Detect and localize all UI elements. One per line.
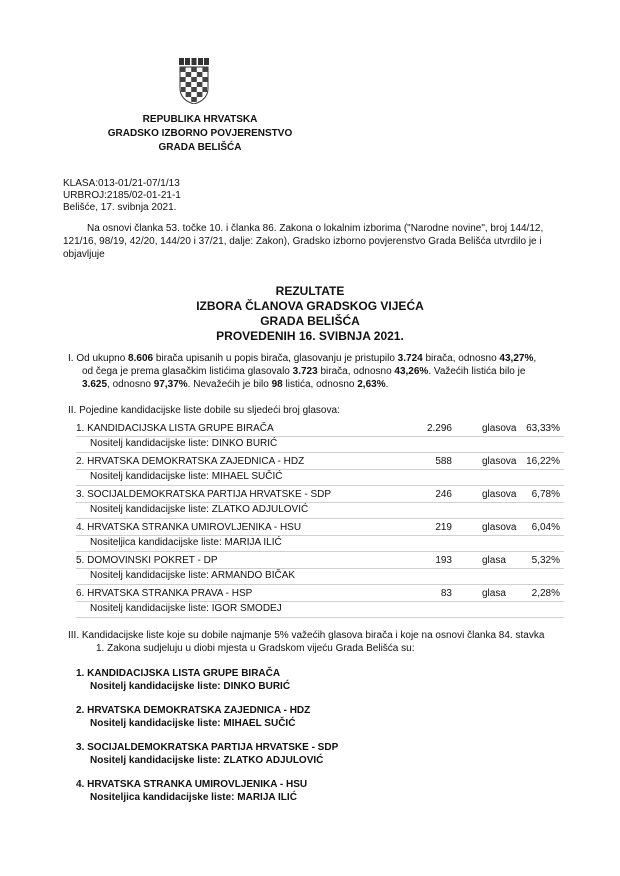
list-name: 5. DOMOVINSKI POKRET - DP <box>76 555 218 566</box>
list-item <box>76 423 566 456</box>
qualifying-list-holder: Nositeljica kandidacijske liste: MARIJA ILIĆ <box>90 792 297 803</box>
urbroj: URBROJ:2185/02-01-21-1 <box>63 190 181 201</box>
intro-line-2: 121/16, 98/19, 42/20, 144/20 i 37/21, dalje: Zakon), Gradsko izborno povjerenstvo Grada Belišća utvrdilo je i <box>63 236 542 247</box>
section3-line-1: III. Kandidacijske liste koje su dobile najmanje 5% važećih glasova birača i koje na osnovi članka 84. stavka <box>68 630 545 641</box>
list-name: 1. KANDIDACIJSKA LISTA GRUPE BIRAČA <box>76 423 274 434</box>
vote-count: 2.296 <box>426 423 452 434</box>
votes-heading: II. Pojedine kandidacijske liste dobile su sljedeći broj glasova: <box>68 405 340 416</box>
vote-count: 83 <box>440 588 452 599</box>
divider <box>76 502 564 503</box>
list-holder: Nositelj kandidacijske liste: DINKO BURIĆ <box>90 438 278 449</box>
text: listića, odnosno <box>282 379 358 390</box>
document-meta <box>63 178 181 214</box>
text: , <box>533 353 537 364</box>
list-item <box>76 522 566 555</box>
qualifying-list-item <box>76 667 556 704</box>
list-holder: Nositelj kandidacijske liste: ZLATKO ADJULOVIĆ <box>90 504 309 515</box>
title-line-3: GRADA BELIŠĆA <box>260 314 360 328</box>
vote-pct: 6,04% <box>531 522 560 533</box>
vote-count: 588 <box>435 456 452 467</box>
divider <box>76 436 564 437</box>
document-title <box>120 284 500 344</box>
intro-line-3: objavljuje <box>63 249 105 260</box>
qualifying-list-name: 2. HRVATSKA DEMOKRATSKA ZAJEDNICA - HDZ <box>76 705 311 716</box>
title-line-4: PROVEDENIH 16. SVIBNJA 2021. <box>216 329 404 343</box>
list-name: 2. HRVATSKA DEMOKRATSKA ZAJEDNICA - HDZ <box>76 456 305 467</box>
vote-pct: 16,22% <box>526 456 560 467</box>
list-item <box>76 456 566 489</box>
divider <box>76 518 564 519</box>
list-item <box>76 489 566 522</box>
intro-paragraph <box>63 222 563 261</box>
list-name: 3. SOCIJALDEMOKRATSKA PARTIJA HRVATSKE - SDP <box>76 489 332 500</box>
turnout-line-3 <box>68 378 564 391</box>
list-holder: Nositelj kandidacijske liste: ARMANDO BIČAK <box>90 570 296 581</box>
turnout-line-1 <box>68 352 564 365</box>
turnout-pct: 43,27% <box>499 353 534 364</box>
vote-count: 246 <box>435 489 452 500</box>
qualifying-list-holder: Nositelj kandidacijske liste: ZLATKO ADJULOVIĆ <box>90 755 324 766</box>
intro-line-1: Na osnovi članka 53. točke 10. i članka 86. Zakona o lokalnim izborima ("Narodne novine", broj 144/12, <box>87 223 544 234</box>
divider <box>76 551 564 552</box>
ballots-pct: 43,26% <box>394 366 429 377</box>
voters-turned-out: 3.724 <box>397 353 423 364</box>
divider <box>76 452 564 453</box>
text: . Važećih listića bilo je <box>428 366 526 377</box>
text: birača upisanih u popis birača, glasovanju je pristupilo <box>153 353 398 364</box>
list-name: 4. HRVATSKA STRANKA UMIROVLJENIKA - HSU <box>76 522 302 533</box>
divider <box>76 601 564 602</box>
valid-ballots: 3.625 <box>82 379 108 390</box>
list-holder: Nositelj kandidacijske liste: IGOR SMODEJ <box>90 603 282 614</box>
qualifying-lists <box>76 667 556 815</box>
klasa: KLASA:013-01/21-07/1/13 <box>63 178 180 189</box>
vote-word: glasova <box>482 522 517 533</box>
divider <box>76 469 564 470</box>
qualifying-list-name: 1. KANDIDACIJSKA LISTA GRUPE BIRAČA <box>76 668 281 679</box>
vote-pct: 5,32% <box>531 555 560 566</box>
qualifying-list-holder: Nositelj kandidacijske liste: DINKO BURIĆ <box>90 681 291 692</box>
turnout-section <box>68 352 564 391</box>
vote-word: glasova <box>482 456 517 467</box>
qualifying-list-item <box>76 778 556 815</box>
text: od čega je prema glasačkim listićima glasovalo <box>82 366 293 377</box>
text: , odnosno <box>107 379 154 390</box>
vote-word: glasa <box>482 555 506 566</box>
divider <box>76 485 564 486</box>
list-name: 6. HRVATSKA STRANKA PRAVA - HSP <box>76 588 253 599</box>
divider <box>76 584 564 585</box>
list-item <box>76 588 566 621</box>
header-line-2: GRADSKO IZBORNO POVJERENSTVO <box>107 128 293 139</box>
vote-count: 193 <box>435 555 452 566</box>
invalid-pct: 2,63% <box>357 379 386 390</box>
vote-pct: 6,78% <box>531 489 560 500</box>
qualifying-list-item <box>76 741 556 778</box>
turnout-line-2 <box>68 365 564 378</box>
qualifying-list-name: 4. HRVATSKA STRANKA UMIROVLJENIKA - HSU <box>76 779 308 790</box>
vote-word: glasova <box>482 489 517 500</box>
seat-allocation-intro <box>68 629 564 655</box>
divider <box>76 617 564 618</box>
list-item <box>76 555 566 588</box>
header-line-3: GRADA BELIŠĆA <box>158 142 242 153</box>
divider <box>76 535 564 536</box>
total-voters: 8.606 <box>128 353 154 364</box>
list-holder: Nositeljica kandidacijske liste: MARIJA ILIĆ <box>90 537 282 548</box>
vote-count: 219 <box>435 522 452 533</box>
qualifying-list-name: 3. SOCIJALDEMOKRATSKA PARTIJA HRVATSKE - SDP <box>76 742 339 753</box>
list-holder: Nositelj kandidacijske liste: MIHAEL SUČIĆ <box>90 471 283 482</box>
vote-pct: 63,33% <box>526 423 560 434</box>
title-line-1: REZULTATE <box>275 284 345 298</box>
text: birača, odnosno <box>317 366 395 377</box>
ballots-voted: 3.723 <box>292 366 318 377</box>
text: . Nevažećih je bilo <box>187 379 272 390</box>
valid-pct: 97,37% <box>153 379 188 390</box>
text: birača, odnosno <box>422 353 500 364</box>
croatian-coat-of-arms-icon <box>178 58 210 104</box>
issuer-header <box>100 113 300 155</box>
vote-word: glasa <box>482 588 506 599</box>
vote-word: glasova <box>482 423 517 434</box>
divider <box>76 568 564 569</box>
header-line-1: REPUBLIKA HRVATSKA <box>142 114 258 125</box>
section3-line-2: 1. Zakona sudjeluju u diobi mjesta u Gradskom vijeću Grada Belišća su: <box>96 643 415 654</box>
document-date: Belišće, 17. svibnja 2021. <box>63 202 177 213</box>
text: . <box>385 379 389 390</box>
text: I. Od ukupno <box>68 353 129 364</box>
vote-pct: 2,28% <box>531 588 560 599</box>
title-line-2: IZBORA ČLANOVA GRADSKOG VIJEĆA <box>196 299 424 313</box>
qualifying-list-holder: Nositelj kandidacijske liste: MIHAEL SUČIĆ <box>90 718 296 729</box>
invalid-ballots: 98 <box>271 379 283 390</box>
qualifying-list-item <box>76 704 556 741</box>
results-list <box>76 423 566 621</box>
